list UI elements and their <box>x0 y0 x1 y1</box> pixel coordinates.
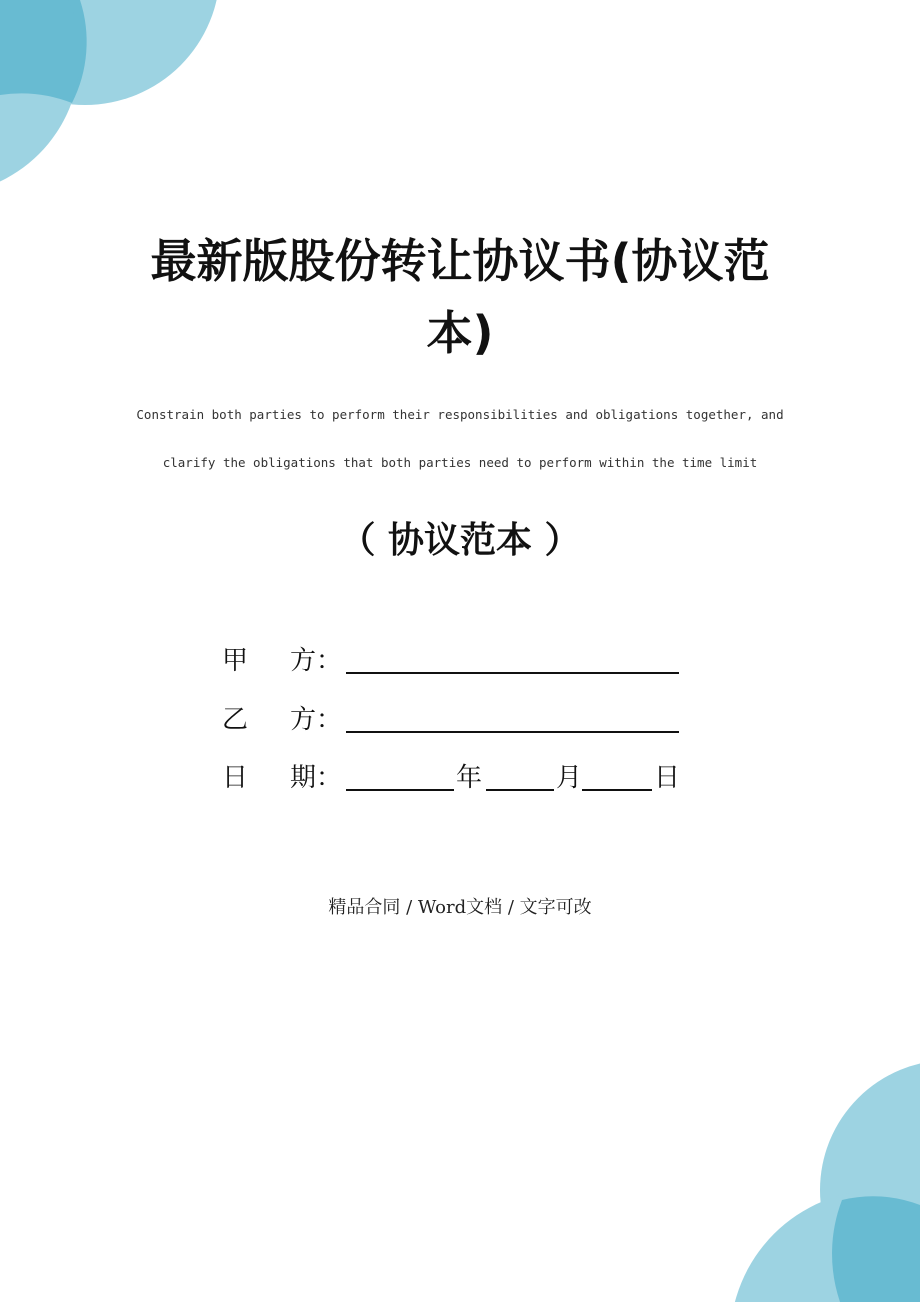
day-blank-line[interactable] <box>582 789 652 791</box>
month-unit: 月 <box>556 763 583 793</box>
day-unit: 日 <box>654 763 681 793</box>
subtitle-line-1: Constrain both parties to perform their responsibilities and obligations together, and <box>136 407 784 422</box>
party-a-blank-line[interactable] <box>346 672 679 674</box>
party-a-label-first: 甲 <box>222 646 249 676</box>
party-b-blank-line[interactable] <box>346 731 679 733</box>
party-b-label-first: 乙 <box>222 705 249 735</box>
document-title: 最新版股份转让协议书(协议范本) <box>150 234 770 360</box>
party-a-label-second: 方： <box>290 646 343 676</box>
date-label-first: 日 <box>222 763 249 793</box>
year-blank-line[interactable] <box>346 789 454 791</box>
party-b-label-second: 方： <box>290 705 343 735</box>
date-label-second: 期： <box>290 763 343 793</box>
bottom-right-circle-decoration-icon <box>700 1050 920 1302</box>
year-unit: 年 <box>456 763 483 793</box>
footer-note: 精品合同 / Word文档 / 文字可改 <box>328 897 592 918</box>
agreement-sample-label: （ 协议范本 ） <box>339 520 581 561</box>
top-left-circle-decoration-icon <box>0 0 220 245</box>
subtitle-line-2: clarify the obligations that both parties need to perform within the time limit <box>162 455 758 470</box>
month-blank-line[interactable] <box>486 789 554 791</box>
